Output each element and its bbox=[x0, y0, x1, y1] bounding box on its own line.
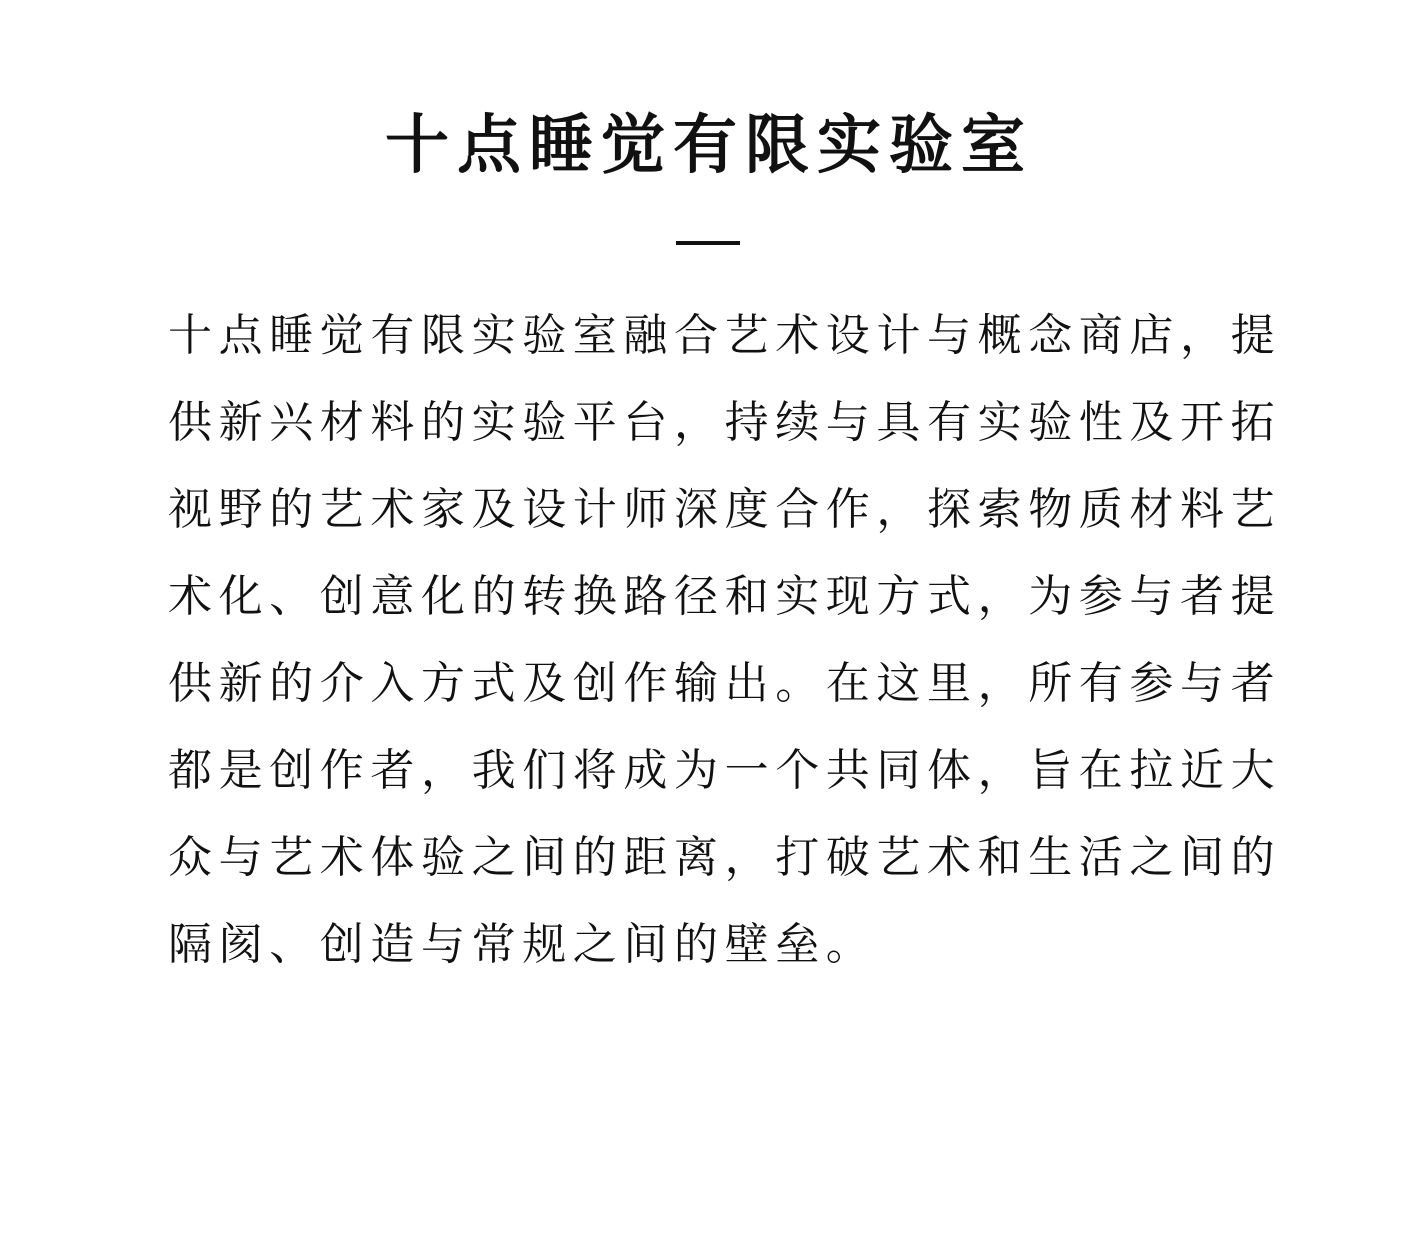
paragraph-line: 术化、创意化的转换路径和实现方式，为参与者提 bbox=[168, 571, 1282, 622]
paragraph-line: 供新兴材料的实验平台，持续与具有实验性及开拓 bbox=[168, 397, 1282, 448]
paragraph-line: 都是创作者，我们将成为一个共同体，旨在拉近大 bbox=[168, 745, 1282, 796]
paragraph-line: 视野的艺术家及设计师深度合作，探索物质材料艺 bbox=[168, 484, 1282, 535]
paragraph-line: 隔阂、创造与常规之间的壁垒。 bbox=[168, 919, 877, 970]
title-divider bbox=[676, 241, 740, 245]
paragraph-line: 十点睡觉有限实验室融合艺术设计与概念商店，提 bbox=[168, 310, 1282, 361]
paragraph-line: 众与艺术体验之间的距离，打破艺术和生活之间的 bbox=[168, 832, 1282, 883]
paragraph-line: 供新的介入方式及创作输出。在这里，所有参与者 bbox=[168, 658, 1282, 709]
description-paragraph bbox=[168, 306, 1282, 1002]
page-title: 十点睡觉有限实验室 bbox=[385, 109, 1033, 183]
